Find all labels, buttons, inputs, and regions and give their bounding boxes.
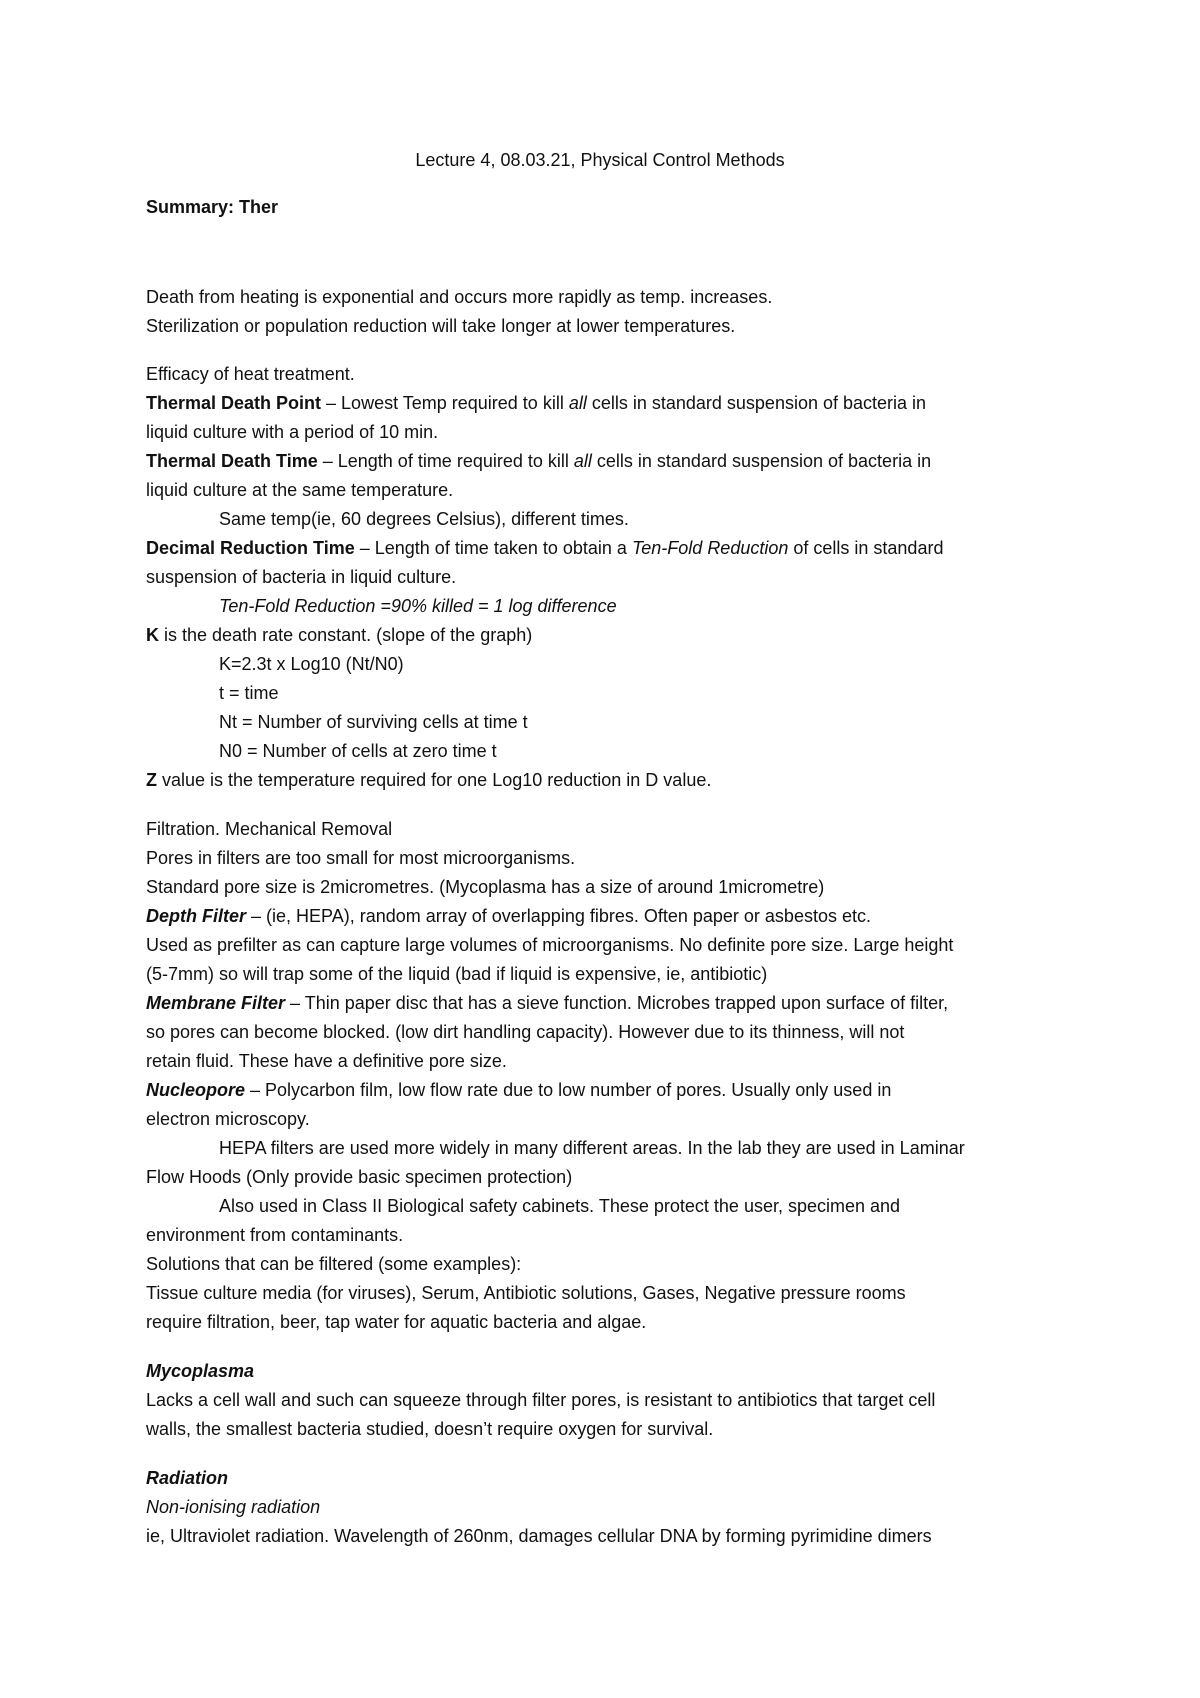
heat-line-1: Death from heating is exponential and occurs more rapidly as temp. increases. (146, 287, 773, 307)
decimal-reduction-time-cont: suspension of bacteria in liquid culture. (146, 567, 457, 587)
radiation-heading: Radiation (146, 1468, 229, 1488)
class2-line-2: environment from contaminants. (146, 1225, 404, 1245)
depth-filter: Depth Filter – (ie, HEPA), random array of overlapping fibres. Often paper or asbestos etc. (146, 906, 871, 926)
k-formula: K=2.3t x Log10 (Nt/N0) (219, 654, 404, 674)
membrane-line-2: so pores can become blocked. (low dirt handling capacity). However due to its thinness, will not (146, 1022, 905, 1042)
z-definition: Z value is the temperature required for one Log10 reduction in D value. (146, 770, 712, 790)
thermal-death-time-cont: liquid culture at the same temperature. (146, 480, 454, 500)
hepa-line-1: HEPA filters are used more widely in many different areas. In the lab they are used in Laminar (219, 1138, 965, 1158)
membrane-line-3: retain fluid. These have a definitive pore size. (146, 1051, 507, 1071)
summary-label: Summary: Ther (146, 197, 279, 217)
thermal-death-point: Thermal Death Point – Lowest Temp required to kill all cells in standard suspension of bacteria in (146, 393, 927, 413)
solutions-line-2: Tissue culture media (for viruses), Serum, Antibiotic solutions, Gases, Negative pressure rooms (146, 1283, 906, 1303)
decimal-reduction-time: Decimal Reduction Time – Length of time taken to obtain a Ten-Fold Reduction of cells in standard (146, 538, 944, 558)
mycoplasma-line-1: Lacks a cell wall and such can squeeze through filter pores, is resistant to antibiotics that target cell (146, 1390, 936, 1410)
n0-definition: N0 = Number of cells at zero time t (219, 741, 497, 761)
class2-line-1: Also used in Class II Biological safety cabinets. These protect the user, specimen and (219, 1196, 901, 1216)
radiation-line-1: ie, Ultraviolet radiation. Wavelength of 260nm, damages cellular DNA by forming pyrimidine dimers (146, 1526, 932, 1546)
mycoplasma-heading: Mycoplasma (146, 1361, 255, 1381)
filtration-line-1: Pores in filters are too small for most microorganisms. (146, 848, 576, 868)
tenfold-note: Ten-Fold Reduction =90% killed = 1 log difference (219, 596, 617, 616)
nucleopore: Nucleopore – Polycarbon film, low flow rate due to low number of pores. Usually only used in (146, 1080, 892, 1100)
solutions-line-1: Solutions that can be filtered (some examples): (146, 1254, 522, 1274)
term: Thermal Death Point (146, 393, 322, 413)
filtration-line-2: Standard pore size is 2micrometres. (Mycoplasma has a size of around 1micrometre) (146, 877, 825, 897)
thermal-death-point-cont: liquid culture with a period of 10 min. (146, 422, 439, 442)
filtration-heading: Filtration. Mechanical Removal (146, 819, 393, 839)
membrane-filter: Membrane Filter – Thin paper disc that has a sieve function. Microbes trapped upon surface of filter, (146, 993, 949, 1013)
term: Decimal Reduction Time (146, 538, 355, 558)
page-title: Lecture 4, 08.03.21, Physical Control Methods (415, 150, 785, 170)
prefilter-line-2: (5-7mm) so will trap some of the liquid (bad if liquid is expensive, ie, antibiotic) (146, 964, 768, 984)
prefilter-line-1: Used as prefilter as can capture large volumes of microorganisms. No definite pore size. Large height (146, 935, 954, 955)
non-ionising-subheading: Non-ionising radiation (146, 1497, 321, 1517)
efficacy-heading: Efficacy of heat treatment. (146, 364, 355, 384)
k-definition: K is the death rate constant. (slope of the graph) (146, 625, 533, 645)
term: Thermal Death Time (146, 451, 318, 471)
thermal-death-time: Thermal Death Time – Length of time required to kill all cells in standard suspension of bacteria in (146, 451, 932, 471)
nt-definition: Nt = Number of surviving cells at time t (219, 712, 528, 732)
t-definition: t = time (219, 683, 279, 703)
mycoplasma-line-2: walls, the smallest bacteria studied, doesn’t require oxygen for survival. (146, 1419, 714, 1439)
heat-line-2: Sterilization or population reduction will take longer at lower temperatures. (146, 316, 736, 336)
solutions-line-3: require filtration, beer, tap water for aquatic bacteria and algae. (146, 1312, 647, 1332)
same-temp-note: Same temp(ie, 60 degrees Celsius), different times. (219, 509, 629, 529)
nucleopore-line-2: electron microscopy. (146, 1109, 310, 1129)
hepa-line-2: Flow Hoods (Only provide basic specimen protection) (146, 1167, 573, 1187)
